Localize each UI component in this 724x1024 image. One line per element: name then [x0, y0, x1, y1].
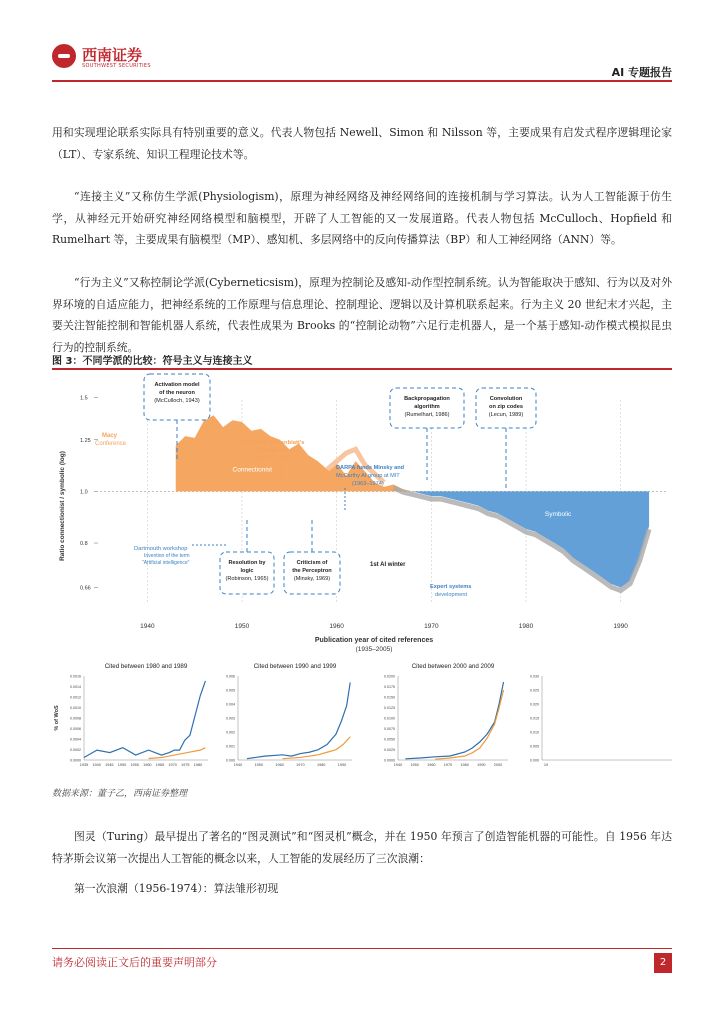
footer-divider: [52, 948, 672, 949]
small-y-tick-label: 0.0000: [70, 758, 81, 763]
symbolic-label: Symbolic: [544, 510, 572, 518]
annotation-text: algorithm: [414, 404, 440, 410]
small-y-tick-label: 0.030: [530, 674, 539, 679]
small-y-tick-label: 0.0125: [384, 706, 395, 710]
annotation-text: of the neuron: [159, 390, 195, 396]
small-y-tick-label: 0.0002: [70, 748, 81, 752]
small-y-tick-label: 0.0200: [384, 674, 395, 679]
small-y-tick-label: 0.003: [226, 716, 235, 721]
small-y-tick-label: 0.020: [530, 702, 539, 707]
annotation-ai-winter: 1st AI winter: [370, 562, 406, 568]
small-x-tick-label: 1960: [427, 763, 436, 767]
small-y-tick-label: 0.025: [530, 688, 539, 693]
small-y-tick-label: 0.0010: [70, 706, 81, 710]
logo-mark-icon: [52, 44, 76, 68]
x-tick-label: 1960: [329, 623, 344, 630]
small-y-tick-label: 0.001: [226, 744, 235, 749]
annotation-dartmouth-sub2: "Artificial intelligence": [142, 560, 190, 566]
small-y-tick-label: 0.000: [226, 758, 235, 763]
annotation-text: Convolution: [489, 396, 523, 402]
small-y-tick-label: 0.000: [530, 758, 539, 763]
small-y-tick-label: 0.006: [226, 674, 235, 679]
annotation-text: (McCulloch, 1943): [154, 398, 200, 404]
small-y-tick-label: 0.015: [530, 716, 539, 721]
small-y-tick-label: 0.0016: [70, 674, 81, 679]
small-x-tick-label: 1970: [443, 763, 453, 767]
annotation-darpa: DARPA funds Minsky and: [336, 465, 405, 471]
annotation-text: Activation model: [154, 382, 200, 388]
annotation-text: on zip codes: [489, 404, 523, 410]
annotation-text: the Perceptron: [292, 568, 332, 574]
small-y-tick-label: 0.005: [226, 688, 235, 693]
annotation-text: (Lecun, 1989): [488, 412, 524, 418]
small-y-tick-label: 0.0008: [70, 716, 81, 721]
small-x-tick-label: 1980: [193, 763, 203, 767]
small-x-tick-label: 1980: [316, 763, 326, 767]
small-y-tick-label: 0.0150: [384, 695, 395, 700]
small-x-tick-label: 1955: [130, 763, 139, 767]
small-y-tick-label: 0.0012: [70, 695, 81, 700]
footer-disclaimer: 请务必阅读正文后的重要声明部分: [52, 956, 217, 969]
small-x-tick-label: 1945: [105, 763, 114, 767]
small-y-tick-label: 0.0100: [384, 716, 395, 721]
small-x-tick-label: 1960: [143, 763, 152, 767]
annotation-darpa-sub: (1963–1974): [352, 481, 384, 487]
x-tick-label: 1980: [518, 623, 534, 630]
small-chart-title: Cited between 1990 and 1999: [253, 663, 337, 670]
small-y-tick-label: 0.002: [226, 730, 235, 735]
figure-chart: [52, 370, 672, 780]
annotation-macy: Macy: [102, 433, 118, 439]
x-axis-label: Publication year of cited references: [314, 637, 434, 644]
small-x-tick-label: 1935: [79, 763, 89, 767]
annotation-text: Backpropagation: [404, 396, 450, 402]
y-tick-label: 1.0: [80, 489, 88, 496]
small-y-tick-label: 0.0006: [70, 727, 81, 731]
small-chart-title: Cited between 2000 and 2009: [411, 663, 495, 670]
company-logo: [52, 44, 152, 74]
small-y-tick-label: 0.0000: [384, 758, 395, 763]
annotation-onr-sub: (1957–1962): [256, 456, 288, 462]
small-x-tick-label: 1940: [233, 763, 243, 767]
annotation-text: (Minsky, 1969): [293, 576, 331, 582]
paragraph-behaviorism: “行为主义”又称控制论学派(Cyberneticsism)，原理为控制论及感知-动作型控制系统。认为智能取决于感知、行为以及对外界环境的自适应能力，把神经系统的工作原理与信息理论、控制理论、逻辑以及计算机联系起来。行为主义 20 世纪末才兴起，主要关注智能控制和智能机器人系统，代表性成果为 Brooks 的“控制论动物”六足行走机器人，是一个基于感知-动作模式模拟昆虫行为的控制系统。: [52, 276, 672, 354]
paragraph-connectionism: “连接主义”又称仿生学派(Physiologism)，原理为神经网络及神经网络间的连接机制与学习算法。认为人工智能源于仿生学，从神经元开始研究神经网络模型和脑模型，开辟了人工智能的又一发展道路。代表人物包括 McCulloch、Hopfield 和 Rumelhart 等，主要成果有脑模型（MP）、感知机、多层网络中的反向传播算法（BP）和人工神经网络（ANN）等。: [52, 190, 672, 246]
logo-subtext: SOUTHWEST SECURITIES: [82, 63, 151, 69]
small-y-tick-label: 0.0075: [384, 727, 395, 731]
annotation-macy-sub: Conference: [95, 441, 127, 447]
chart-svg: [52, 370, 672, 780]
annotation-text: (Robinson, 1965): [225, 576, 269, 582]
y-tick-label: 0.66: [80, 585, 91, 592]
small-x-tick-label: 1940: [92, 763, 101, 767]
small-y-tick-label: 0.004: [226, 702, 235, 707]
paragraph-symbolism: 用和实现理论联系实际具有特别重要的意义。代表人物包括 Newell、Simon 和 Nilsson 等，主要成果有启发式程序逻辑理论家（LT）、专家系统、知识工程理论技术等。: [52, 126, 672, 161]
small-y-tick-label: 0.0175: [384, 685, 395, 689]
small-x-tick-label: 1970: [168, 763, 177, 767]
y-tick-label: 1.5: [80, 395, 88, 402]
x-tick-label: 1970: [424, 623, 439, 630]
small-x-tick-label: 1940: [393, 763, 403, 767]
y-tick-label: 0.8: [80, 541, 88, 548]
figure-source: 数据来源：董子乙，西南证券整理: [52, 789, 188, 799]
x-tick-label: 1950: [234, 623, 250, 630]
small-x-tick-label: 1990: [337, 763, 347, 767]
small-y-tick-label: 0.010: [530, 730, 539, 735]
y-axis-label: Ratio connectionist / symbolic (log): [59, 451, 66, 561]
small-x-tick-label: 1950: [117, 763, 127, 767]
small-x-tick-label: 1960: [275, 763, 284, 767]
annotation-expert-2: development: [435, 592, 468, 598]
annotation-dartmouth-sub: Invention of the term: [144, 553, 190, 559]
annotation-expert: Expert systems: [430, 584, 472, 590]
y-tick-label: 1.25: [80, 437, 91, 444]
figure-title: 图 3：不同学派的比较：符号主义与连接主义: [52, 356, 253, 367]
small-x-tick-label: 1970: [296, 763, 305, 767]
small-y-tick-label: 0.005: [530, 744, 539, 749]
annotation-darpa-2: McCarthy AI group at MIT: [336, 473, 400, 479]
annotation-frame: [144, 374, 210, 420]
small-y-tick-label: 0.0014: [70, 685, 81, 689]
header-divider: [52, 80, 672, 82]
report-type: AI 专题报告: [611, 66, 672, 79]
annotation-text: Criticism of: [296, 560, 328, 566]
x-axis-sublabel: (1935–2005): [355, 646, 393, 653]
connectionist-label: Connectionist: [232, 466, 272, 474]
small-y-tick-label: 0.0004: [70, 737, 81, 742]
small-chart-title: Cited between 1980 and 1989: [104, 663, 188, 670]
logo-text: 西南证券: [82, 46, 143, 64]
annotation-onr-2: Perceptron: [256, 448, 287, 454]
small-chart-y-label: % of WoS: [54, 705, 60, 731]
small-x-tick-label: 1980: [460, 763, 469, 767]
annotation-text: (Rumelhart, 1986): [404, 412, 450, 418]
small-y-tick-label: 0.0050: [384, 737, 395, 742]
paragraph-turing: 图灵（Turing）最早提出了著名的“图灵测试”和“图灵机”概念，并在 1950 年预言了创造智能机器的可能性。自 1956 年达特茅斯会议第一次提出人工智能的概念以来，人工智能的发展经历了三次浪潮：: [52, 830, 672, 865]
small-x-tick-label: 1950: [410, 763, 419, 767]
small-x-tick-label: 1965: [155, 763, 165, 767]
small-x-tick-label: 1990: [477, 763, 486, 767]
small-y-tick-label: 0.0025: [384, 748, 395, 752]
annotation-dartmouth: Dartmouth workshop: [134, 546, 188, 552]
x-tick-label: 1990: [613, 623, 628, 630]
small-x-tick-label: 1950: [254, 763, 264, 767]
annotation-text: Resolution by: [228, 560, 266, 566]
small-x-tick-label: 2000: [493, 763, 503, 767]
x-tick-label: 1940: [140, 623, 155, 630]
annotation-onr: ONR funds Rosenblatt's: [238, 440, 305, 446]
annotation-text: logic: [240, 568, 254, 574]
small-x-tick-label: 19: [543, 763, 549, 767]
page-number: 2: [654, 953, 672, 973]
paragraph-first-wave: 第一次浪潮（1956-1974）：算法雏形初现: [74, 882, 279, 895]
small-x-tick-label: 1975: [181, 763, 190, 767]
